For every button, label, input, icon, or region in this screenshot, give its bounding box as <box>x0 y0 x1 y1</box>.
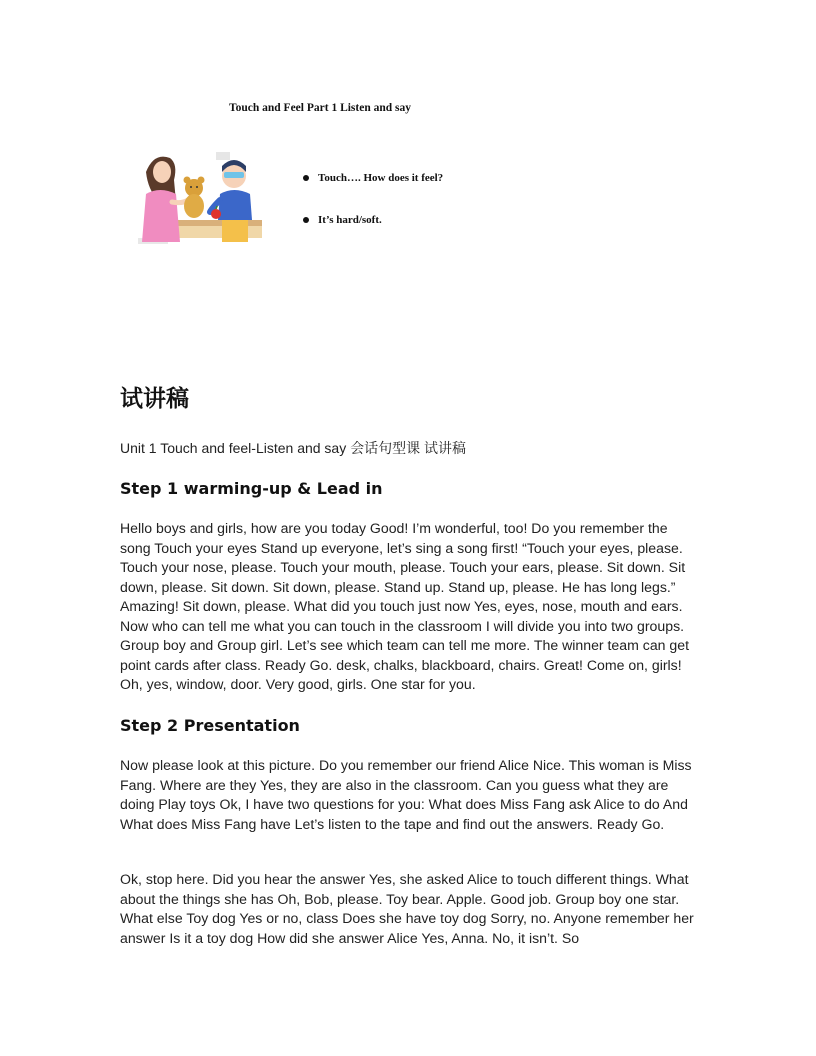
slide-bullet-text: It’s hard/soft. <box>318 214 382 226</box>
document-subtitle: Unit 1 Touch and feel-Listen and say 会话句型课 试讲稿 <box>120 440 467 456</box>
slide-bullet-item <box>303 211 443 229</box>
paragraph-warming-up: Hello boys and girls, how are you today Good! I’m wonderful, too! Do you remember the song Touch your eyes Stand up everyone, let’s sing a song first! “Touch your eyes, please. Touch your nose, please. Touch your mouth, please. Touch your ears, please. Sit down. Sit down, please. Sit down. Sit down, please. Stand up. Stand up, please. He has long legs.” Amazing! Sit down, please. What did you touch just now Yes, eyes, nose, mouth and ears. Now who can tell me what you can touch in the classroom I will divide you into two groups. Group boy and Group girl. Let’s see which team can tell me more. The winner team can get point cards after class. Ready Go. desk, chalks, blackboard, chairs. Great! Come on, girls! Oh, yes, window, door. Very good, girls. One star for you. <box>120 520 690 692</box>
bullet-icon <box>303 175 309 181</box>
document-heading: 试讲稿 <box>120 386 189 412</box>
section-heading-warming-up: Step 1 warming-up & Lead in <box>120 479 383 498</box>
slide-bullet-text: Touch…. How does it feel? <box>318 172 444 184</box>
slide-bullet-item <box>303 169 443 187</box>
paragraph-presentation-1: Now please look at this picture. Do you remember our friend Alice Nice. This woman is Miss Fang. Where are they Yes, they are also in the classroom. Can you guess what they are doing Play toys Ok, I have two questions for you: What does Miss Fang ask Alice to do And What does Miss Fang have Let’s listen to the tape and find out the answers. Ready Go. <box>120 757 692 832</box>
slide-title: Touch and Feel Part 1 Listen and say <box>229 102 412 114</box>
section-heading-presentation: Step 2 Presentation <box>120 716 300 735</box>
teacher-and-boy-with-teddy-bear-picture <box>136 150 262 250</box>
paragraph-presentation-2: Ok, stop here. Did you hear the answer Yes, she asked Alice to touch different things. What about the things she has Oh, Bob, please. Toy bear. Apple. Good job. Group boy one star. What else Toy dog Yes or no, class Does she have toy dog Sorry, no. Anyone remember her answer Is it a toy dog How did she answer Alice Yes, Anna. No, it isn’t. So <box>120 871 694 946</box>
bullet-icon <box>303 217 309 223</box>
